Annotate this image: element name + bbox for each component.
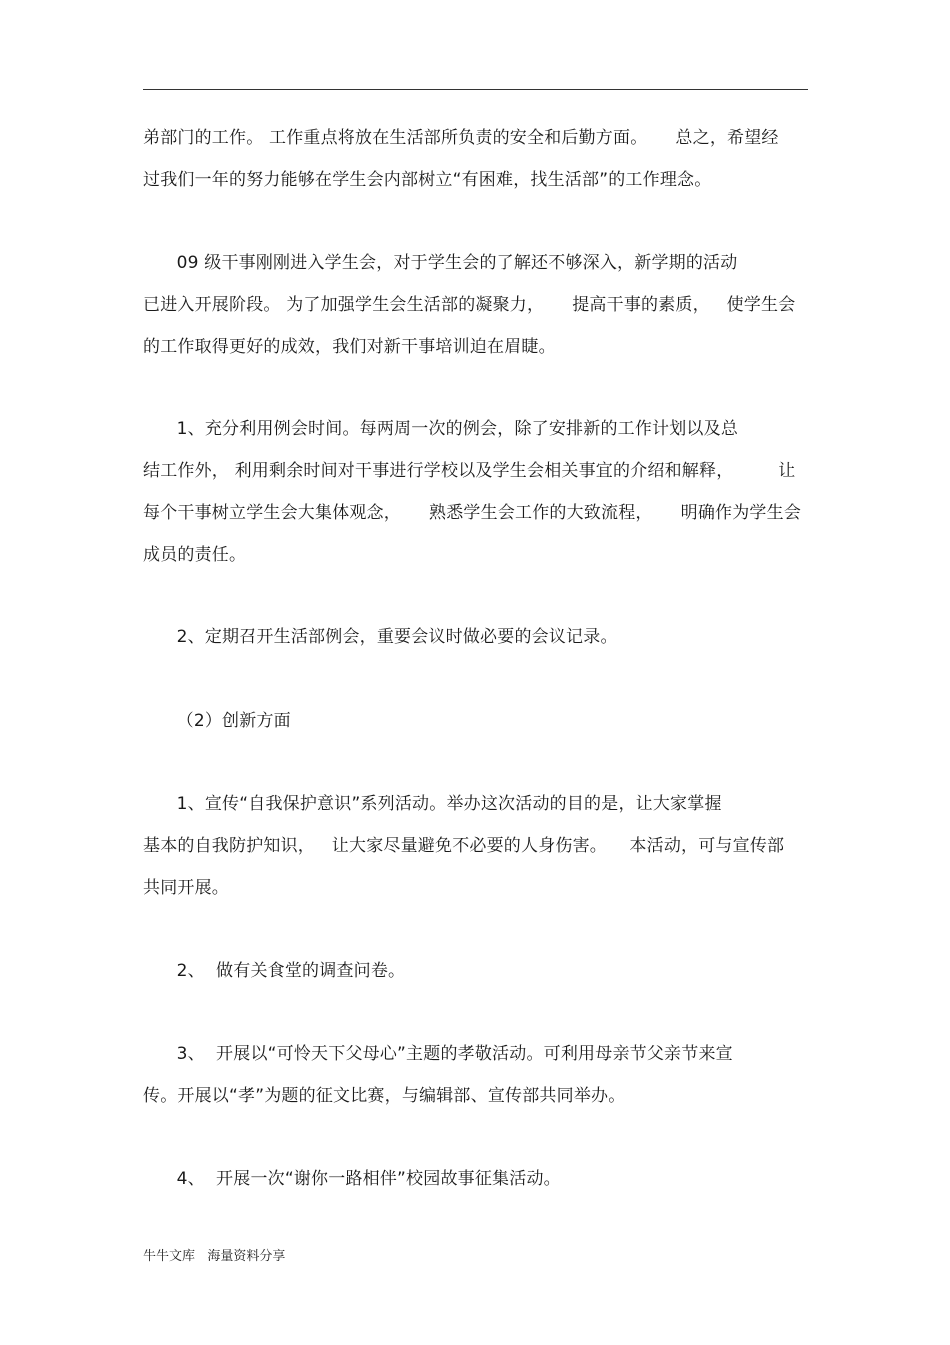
text-line: 弟部门的工作。 工作重点将放在生活部所负责的安全和后勤方面。 总之，希望经 <box>143 128 779 148</box>
section-heading: （2）创新方面 <box>143 711 291 731</box>
text-line: 09 级干事刚刚进入学生会，对于学生会的了解还不够深入，新学期的活动 <box>143 253 738 273</box>
header-rule <box>143 89 808 90</box>
page-footer: 牛牛文库 海量资料分享 <box>143 1249 286 1264</box>
text-line: 基本的自我防护知识， 让大家尽量避免不必要的人身伤害。 本活动，可与宣传部 <box>143 836 785 856</box>
text-line: 的工作取得更好的成效，我们对新干事培训迫在眉睫。 <box>143 337 556 357</box>
text-line: 2、 做有关食堂的调查问卷。 <box>143 961 406 981</box>
text-line: 共同开展。 <box>143 878 229 898</box>
text-line: 每个干事树立学生会大集体观念， 熟悉学生会工作的大致流程， 明确作为学生会 <box>143 503 802 523</box>
text-line: 2、定期召开生活部例会，重要会议时做必要的会议记录。 <box>143 627 618 647</box>
text-line: 过我们一年的努力能够在学生会内部树立“有困难，找生活部”的工作理念。 <box>143 170 712 190</box>
text-line: 4、 开展一次“谢你一路相伴”校园故事征集活动。 <box>143 1169 561 1189</box>
text-line: 1、充分利用例会时间。每两周一次的例会，除了安排新的工作计划以及总 <box>143 419 739 439</box>
text-line: 3、 开展以“可怜天下父母心”主题的孝敬活动。可利用母亲节父亲节来宣 <box>143 1044 733 1064</box>
text-line: 已进入开展阶段。 为了加强学生会生活部的凝聚力， 提高干事的素质， 使学生会 <box>143 295 796 315</box>
text-line: 结工作外， 利用剩余时间对干事进行学校以及学生会相关事宜的介绍和解释， 让 <box>143 461 796 481</box>
text-line: 1、宣传“自我保护意识”系列活动。举办这次活动的目的是，让大家掌握 <box>143 794 722 814</box>
text-line: 传。开展以“孝”为题的征文比赛，与编辑部、宣传部共同举办。 <box>143 1086 626 1106</box>
text-line: 成员的责任。 <box>143 545 247 565</box>
